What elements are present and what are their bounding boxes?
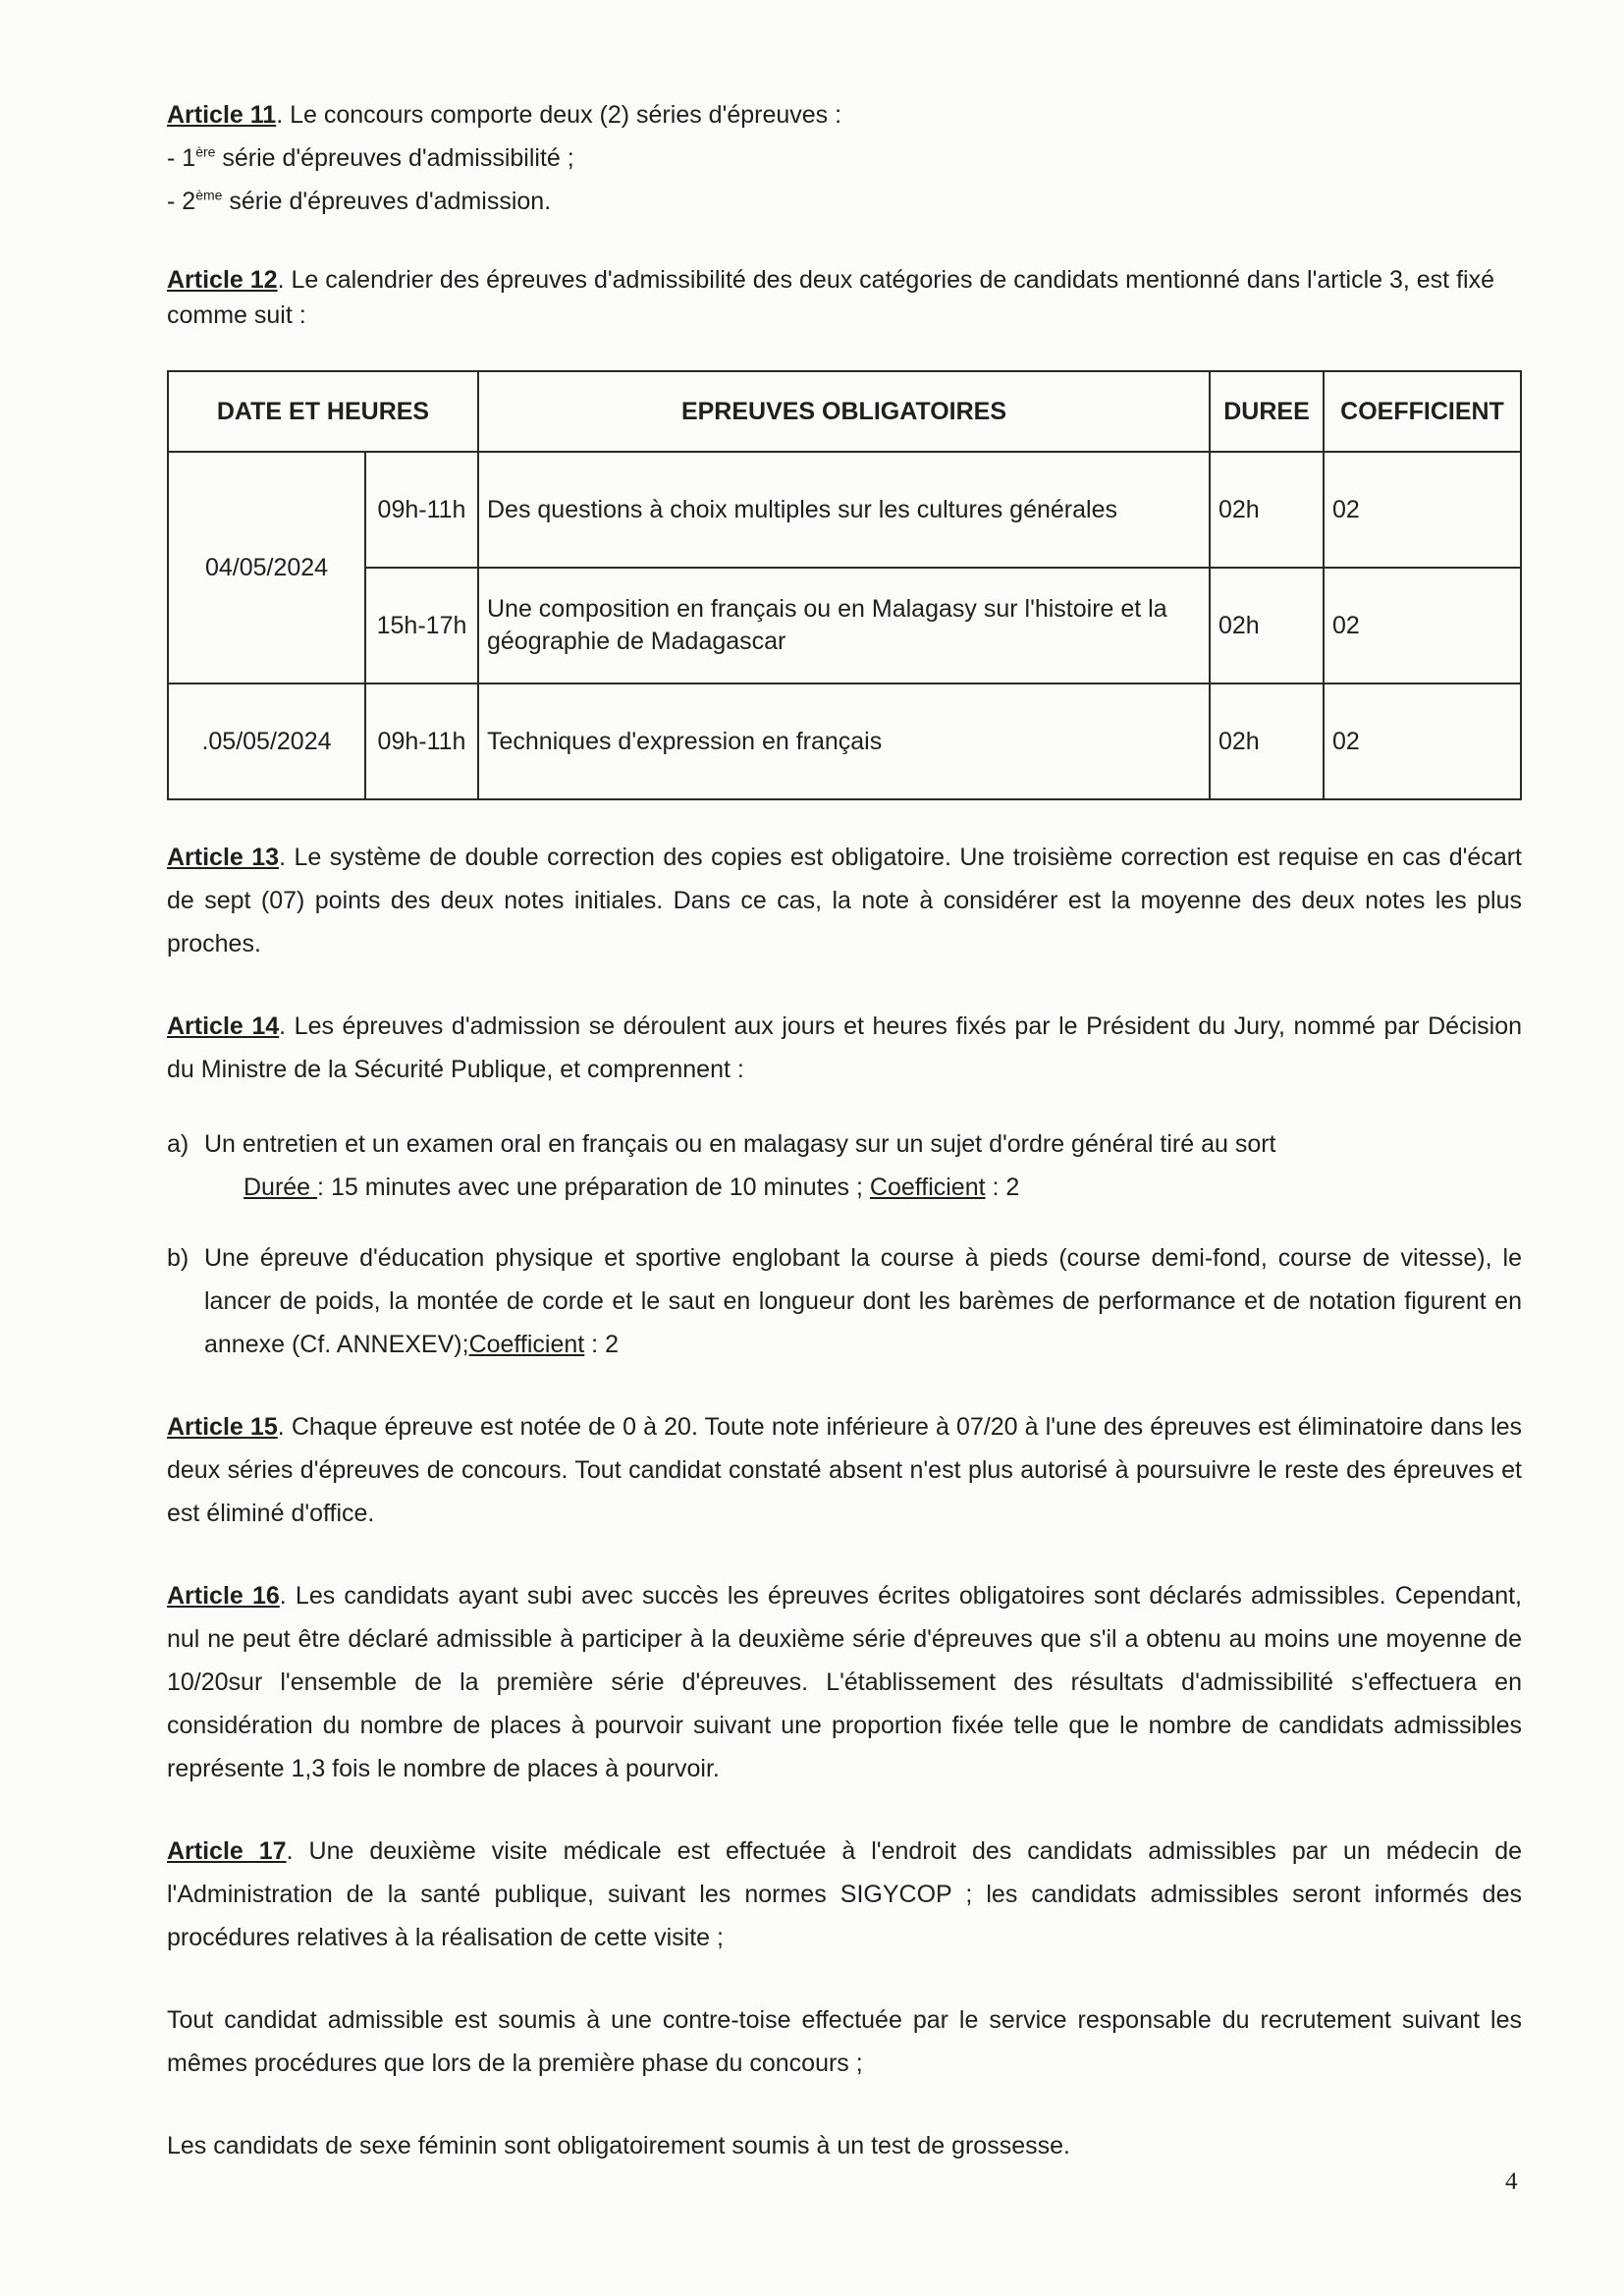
ordinal: 2 xyxy=(182,188,196,215)
duration-cell: 02h xyxy=(1210,568,1324,683)
article-11-item-2 xyxy=(167,180,1522,223)
document-page xyxy=(167,93,1522,2167)
coefficient-text: : 2 xyxy=(584,1331,619,1358)
duration-label: Durée xyxy=(244,1174,318,1201)
list-marker: a) xyxy=(167,1130,189,1158)
table-row xyxy=(168,568,1521,683)
item-b-text xyxy=(204,1236,1522,1366)
ordinal-suffix: ère xyxy=(195,143,216,160)
header-subjects: EPREUVES OBLIGATOIRES xyxy=(478,371,1210,452)
article-16-text: . Les candidats ayant subi avec succès les épreuves écrites obligatoires sont déclarés admissibles. Cependant, nul ne peut être déclaré admissible à participer à la deuxième série d'épreuves que s'il a obtenu au moins une moyenne de 10/20sur l'ensemble de la première série d'épreuves. L'établissement des résultats d'admissibilité s'effectuera en considération du nombre de places à pourvoir suivant une proportion fixée telle que le nombre de candidats admissibles représente 1,3 fois le nombre de places à pourvoir. xyxy=(167,1582,1522,1782)
article-11 xyxy=(167,93,1522,223)
item-b-body: Une épreuve d'éducation physique et sportive englobant la course à pieds (course demi-fond, course de vitesse), le lancer de poids, la montée de corde et le saut en longueur dont les barèmes de performance et de notation figurent en annexe (Cf. ANNEXEV); xyxy=(204,1244,1522,1358)
article-14-label: Article 14 xyxy=(167,1012,280,1040)
item-dash: - xyxy=(167,188,183,215)
hours-cell: 15h-17h xyxy=(365,568,478,683)
article-14 xyxy=(167,1005,1522,1366)
coefficient-cell: 02 xyxy=(1324,683,1521,799)
article-16-label: Article 16 xyxy=(167,1582,280,1610)
table-row xyxy=(168,683,1521,799)
coefficient-cell: 02 xyxy=(1324,568,1521,683)
article-12-label: Article 12 xyxy=(167,266,278,294)
article-11-label: Article 11 xyxy=(167,101,277,129)
article-15-label: Article 15 xyxy=(167,1413,278,1441)
article-16 xyxy=(167,1574,1522,1790)
duration-cell: 02h xyxy=(1210,683,1324,799)
coefficient-text: : 2 xyxy=(985,1174,1020,1201)
ordinal: 1 xyxy=(182,144,196,172)
header-coefficient: COEFFICIENT xyxy=(1324,371,1521,452)
duration-cell: 02h xyxy=(1210,452,1324,568)
article-13-text: . Le système de double correction des copies est obligatoire. Une troisième correction est requise en cas d'écart de sept (07) points des deux notes initiales. Dans ce cas, la note à considérer est la moyenne des deux notes les plus proches. xyxy=(167,844,1522,957)
list-marker: b) xyxy=(167,1244,189,1272)
coefficient-cell: 02 xyxy=(1324,452,1521,568)
article-14-item-b xyxy=(167,1236,1522,1366)
table-row xyxy=(168,452,1521,568)
item-text: série d'épreuves d'admission. xyxy=(222,188,552,215)
header-duration: DUREE xyxy=(1210,371,1324,452)
date-cell: 04/05/2024 xyxy=(168,452,365,683)
article-14-item-a xyxy=(167,1122,1522,1209)
subject-cell: Une composition en français ou en Malagasy sur l'histoire et la géographie de Madagascar xyxy=(478,568,1210,683)
hours-cell: 09h-11h xyxy=(365,683,478,799)
coefficient-label: Coefficient xyxy=(869,1174,986,1201)
item-text: série d'épreuves d'admissibilité ; xyxy=(215,144,574,172)
article-16-paragraph xyxy=(167,1574,1522,1790)
article-11-intro xyxy=(167,93,1522,137)
header-date-hours: DATE ET HEURES xyxy=(168,371,478,452)
article-12-text: . Le calendrier des épreuves d'admissibilité des deux catégories de candidats mentionné dans l'article 3, est fixé comme suit : xyxy=(167,266,1494,329)
table-header-row xyxy=(168,371,1521,452)
subject-cell: Des questions à choix multiples sur les cultures générales xyxy=(478,452,1210,568)
ordinal-suffix: ème xyxy=(195,187,223,203)
exam-schedule-table xyxy=(167,370,1522,800)
article-12 xyxy=(167,262,1522,333)
article-15 xyxy=(167,1405,1522,1535)
item-dash: - xyxy=(167,144,183,172)
coefficient-label: Coefficient xyxy=(468,1331,585,1358)
article-14-paragraph xyxy=(167,1005,1522,1091)
hours-cell: 09h-11h xyxy=(365,452,478,568)
subject-cell: Techniques d'expression en français xyxy=(478,683,1210,799)
article-17-paragraph-2: Tout candidat admissible est soumis à une contre-toise effectuée par le service responsable du recrutement suivant les mêmes procédures que lors de la première phase du concours ; xyxy=(167,2006,1522,2077)
article-17-text: . Une deuxième visite médicale est effectuée à l'endroit des candidats admissibles par un médecin de l'Administration de la santé publique, suivant les normes SIGYCOP ; les candidats admissibles seront informés des procédures relatives à la réalisation de cette visite ; xyxy=(167,1837,1523,1951)
article-13 xyxy=(167,836,1522,965)
page-number: 4 xyxy=(1505,2168,1518,2195)
article-17-paragraph-3: Les candidats de sexe féminin sont obligatoirement soumis à un test de grossesse. xyxy=(167,2132,1070,2159)
article-14-text: . Les épreuves d'admission se déroulent aux jours et heures fixés par le Président du Jury, nommé par Décision du Ministre de la Sécurité Publique, et comprennent : xyxy=(167,1012,1523,1083)
date-cell: .05/05/2024 xyxy=(168,683,365,799)
article-11-intro-text: . Le concours comporte deux (2) séries d'épreuves : xyxy=(276,101,842,129)
list-item-content xyxy=(204,1122,1522,1209)
duration-text: : 15 minutes avec une préparation de 10 minutes ; xyxy=(317,1174,870,1201)
article-15-paragraph xyxy=(167,1405,1522,1535)
article-17-paragraph xyxy=(167,1830,1522,1959)
item-a-details xyxy=(204,1166,1522,1209)
item-a-text: Un entretien et un examen oral en français ou en malagasy sur un sujet d'ordre général tiré au sort xyxy=(204,1130,1276,1158)
article-13-paragraph xyxy=(167,836,1522,965)
article-13-label: Article 13 xyxy=(167,844,280,871)
article-12-paragraph xyxy=(167,262,1522,333)
article-11-item-1 xyxy=(167,137,1522,180)
article-17-label: Article 17 xyxy=(167,1837,287,1865)
article-17 xyxy=(167,1830,1522,2167)
article-15-text: . Chaque épreuve est notée de 0 à 20. Toute note inférieure à 07/20 à l'une des épreuves est éliminatoire dans les deux séries d'épreuves de concours. Tout candidat constaté absent n'est plus autorisé à poursuivre le reste des épreuves et est éliminé d'office. xyxy=(167,1413,1522,1527)
